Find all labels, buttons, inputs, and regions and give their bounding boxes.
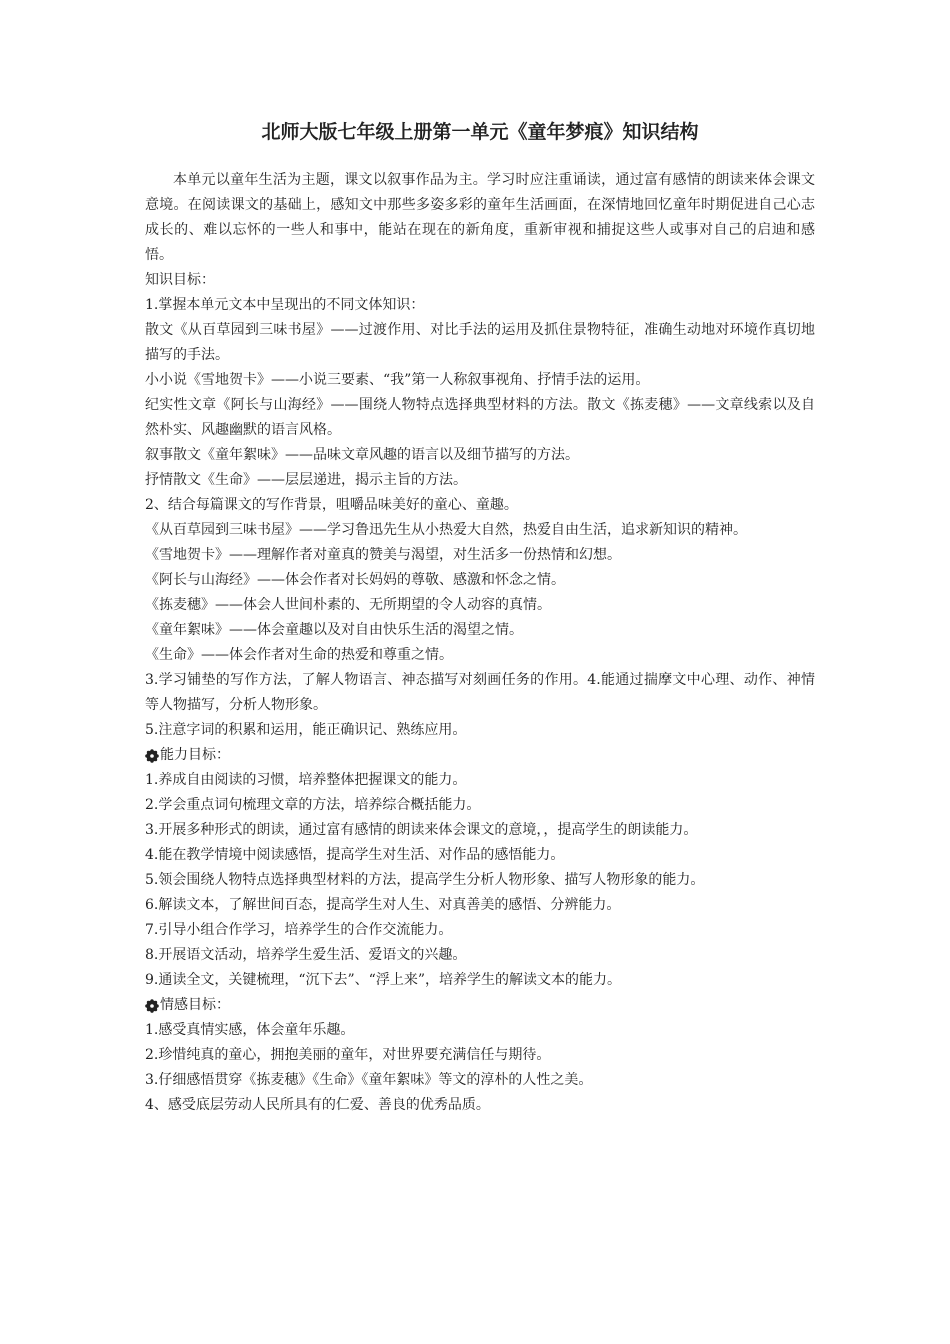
- ability-heading: 能力目标：: [160, 747, 230, 763]
- knowledge-line: 《雪地贺卡》——理解作者对童真的赞美与渴望，对生活多一份热情和幻想。: [145, 547, 621, 563]
- knowledge-line: 小小说《雪地贺卡》——小说三要素、“我”第一人称叙事视角、抒情手法的运用。: [145, 372, 650, 388]
- ability-line: 8.开展语文活动，培养学生爱生活、爱语文的兴趣。: [145, 947, 467, 963]
- flower-bullet-icon: [145, 999, 159, 1013]
- knowledge-line: 散文《从百草园到三味书屋》——过渡作用、对比手法的运用及抓住景物特征，准确生动地对环境作真切地描写的手法。: [145, 322, 815, 363]
- knowledge-list: [145, 293, 815, 743]
- ability-line: 4.能在教学情境中阅读感悟，提高学生对生活、对作品的感悟能力。: [145, 847, 565, 863]
- ability-heading-row: [145, 743, 815, 768]
- knowledge-line: 1.掌握本单元文本中呈现出的不同文体知识：: [145, 297, 425, 313]
- knowledge-line: 纪实性文章《阿长与山海经》——围绕人物特点选择典型材料的方法。散文《拣麦穗》——文章线索以及自然朴实、风趣幽默的语言风格。: [145, 397, 815, 438]
- emotion-list: [145, 1018, 815, 1118]
- intro-paragraph: 本单元以童年生活为主题，课文以叙事作品为主。学习时应注重诵读，通过富有感情的朗读来体会课文意境。在阅读课文的基础上，感知文中那些多姿多彩的童年生活画面，在深情地回忆童年时期促进自己心志成长的、难以忘怀的一些人和事中，能站在现在的新角度，重新审视和捕捉这些人或事对自己的启迪和感悟。: [145, 172, 815, 263]
- emotion-line: 2.珍惜纯真的童心，拥抱美丽的童年，对世界要充满信任与期待。: [145, 1047, 551, 1063]
- emotion-line: 3.仔细感悟贯穿《拣麦穗》《生命》《童年絮味》等文的淳朴的人性之美。: [145, 1072, 593, 1088]
- document-title: 北师大版七年级上册第一单元《童年梦痕》知识结构: [261, 121, 699, 143]
- ability-line: 2.学会重点词句梳理文章的方法，培养综合概括能力。: [145, 797, 481, 813]
- ability-line: 5.领会围绕人物特点选择典型材料的方法，提高学生分析人物形象、描写人物形象的能力。: [145, 872, 705, 888]
- knowledge-line: 《生命》——体会作者对生命的热爱和尊重之情。: [145, 647, 453, 663]
- document-page: [145, 118, 815, 1118]
- flower-bullet-icon: [145, 749, 159, 763]
- emotion-heading: 情感目标：: [160, 997, 230, 1013]
- knowledge-line: 2、结合每篇课文的写作背景，咀嚼品味美好的童心、童趣。: [145, 497, 518, 513]
- knowledge-heading: 知识目标：: [145, 272, 215, 288]
- ability-line: 7.引导小组合作学习，培养学生的合作交流能力。: [145, 922, 453, 938]
- knowledge-line: 叙事散文《童年絮味》——品味文章风趣的语言以及细节描写的方法。: [145, 447, 579, 463]
- knowledge-line: 《拣麦穗》——体会人世间朴素的、无所期望的令人动容的真情。: [145, 597, 551, 613]
- knowledge-line: 《童年絮味》——体会童趣以及对自由快乐生活的渴望之情。: [145, 622, 523, 638]
- ability-line: 6.解读文本，了解世间百态，提高学生对人生、对真善美的感悟、分辨能力。: [145, 897, 621, 913]
- knowledge-line: 抒情散文《生命》——层层递进，揭示主旨的方法。: [145, 472, 467, 488]
- emotion-line: 4、感受底层劳动人民所具有的仁爱、善良的优秀品质。: [145, 1097, 490, 1113]
- ability-line: 9.通读全文，关键梳理，“沉下去”、“浮上来”，培养学生的解读文本的能力。: [145, 972, 621, 988]
- emotion-line: 1.感受真情实感，体会童年乐趣。: [145, 1022, 355, 1038]
- knowledge-line: 3.学习铺垫的写作方法，了解人物语言、神态描写对刻画任务的作用。4.能通过揣摩文中心理、动作、神情等人物描写，分析人物形象。: [145, 672, 815, 713]
- ability-line: 3.开展多种形式的朗读，通过富有感情的朗读来体会课文的意境，，提高学生的朗读能力。: [145, 822, 698, 838]
- ability-list: [145, 768, 815, 993]
- ability-line: 1.养成自由阅读的习惯，培养整体把握课文的能力。: [145, 772, 467, 788]
- knowledge-line: 《阿长与山海经》——体会作者对长妈妈的尊敬、感激和怀念之情。: [145, 572, 565, 588]
- emotion-heading-row: [145, 993, 815, 1018]
- knowledge-line: 《从百草园到三味书屋》——学习鲁迅先生从小热爱大自然，热爱自由生活，追求新知识的精神。: [145, 522, 747, 538]
- knowledge-line: 5.注意字词的积累和运用，能正确识记、熟练应用。: [145, 722, 467, 738]
